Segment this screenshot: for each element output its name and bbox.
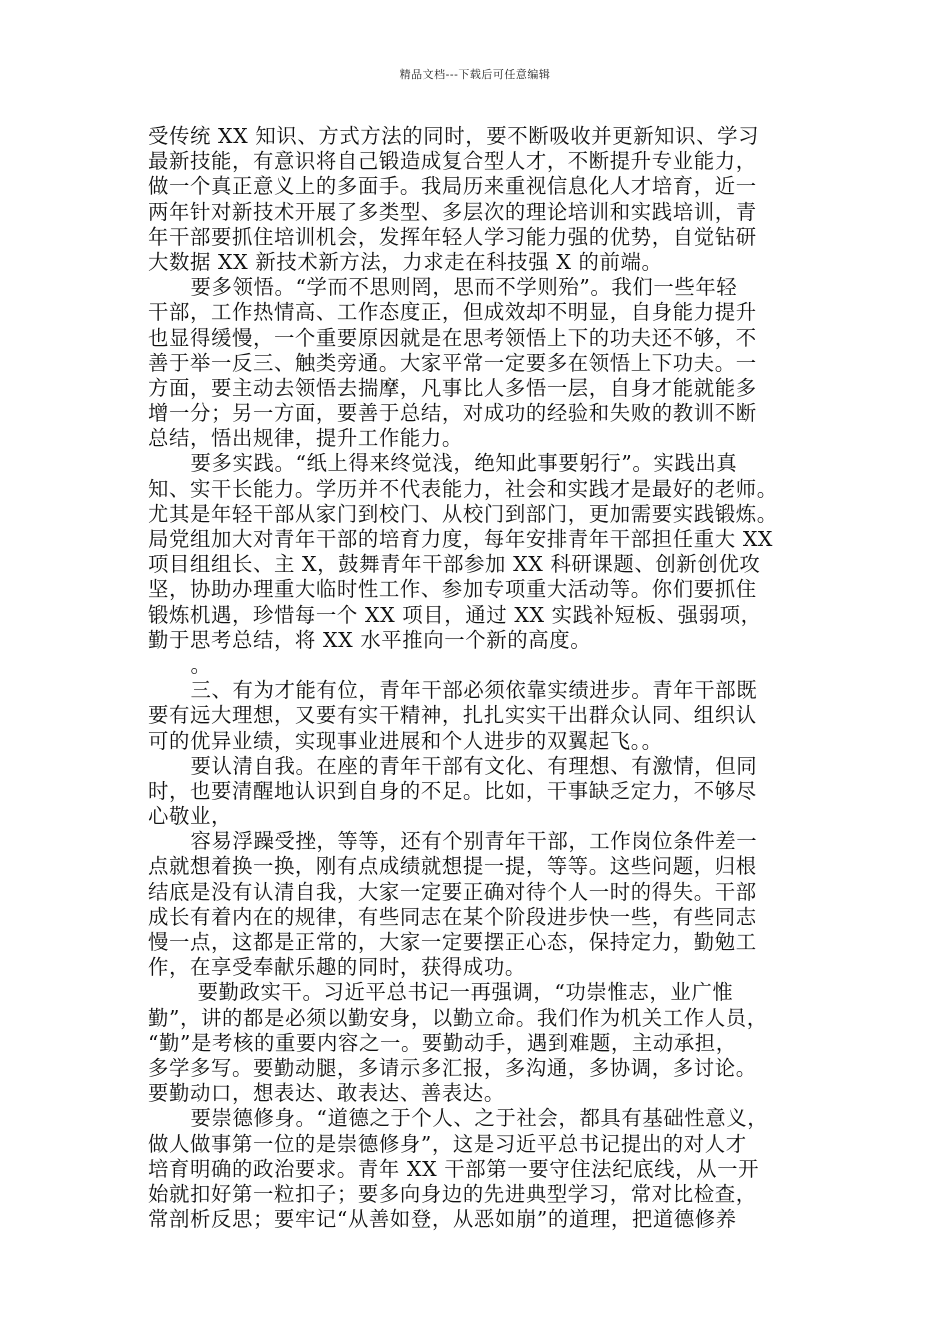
text-line: 多学多写。要勤动腿，多请示多汇报，多沟通，多协调，多讨论。 xyxy=(148,1055,757,1080)
text-line: 局党组加大对青年干部的培育力度，每年安排青年干部担任重大 XX xyxy=(148,527,774,551)
text-line: 大数据 XX 新技术新方法，力求走在科技强 X 的前端。 xyxy=(148,249,663,274)
text-line: 要有远大理想，又要有实干精神，扎扎实实干出群众认同、组织认 xyxy=(148,703,757,728)
paragraph xyxy=(148,275,838,451)
paragraph xyxy=(148,754,838,830)
text-line: 总结，悟出规律，提升工作能力。 xyxy=(148,426,463,451)
paragraph xyxy=(148,678,838,754)
text-line: 要勤政实干。习近平总书记一再强调，“功崇惟志，业广惟 xyxy=(148,980,734,1005)
text-line: 要崇德修身。“道德之于个人、之于社会，都具有基础性意义， xyxy=(148,1106,769,1131)
text-line: 勤”，讲的都是必须以勤安身，以勤立命。我们作为机关工作人员， xyxy=(148,1005,768,1030)
text-line: 始就扣好第一粒扣子；要多向身边的先进典型学习，常对比检查， xyxy=(148,1181,757,1206)
text-line: 培育明确的政治要求。青年 XX 干部第一要守住法纪底线，从一开 xyxy=(148,1156,760,1181)
text-line: 年干部要抓住培训机会，发挥年轻人学习能力强的优势，自觉钻研 xyxy=(148,224,757,249)
text-line: 慢一点，这都是正常的，大家一定要摆正心态，保持定力，勤勉工 xyxy=(148,930,757,954)
text-line: 要多实践。“纸上得来终觉浅，绝知此事要躬行”。实践出真 xyxy=(148,451,738,476)
text-line: 方面，要主动去领悟去揣摩，凡事比人多悟一层，自身才能就能多 xyxy=(148,375,757,400)
text-line: 要多领悟。“学而不思则罔，思而不学则殆”。我们一些年轻 xyxy=(148,275,738,300)
paragraph xyxy=(148,653,838,678)
text-line: 干部，工作热情高、工作态度正，但成效却不明显，自身能力提升 xyxy=(148,300,757,325)
text-line: 常剖析反思；要牢记“从善如登，从恶如崩”的道理，把道德修养 xyxy=(148,1207,737,1232)
text-line: 容易浮躁受挫，等等，还有个别青年干部，工作岗位条件差一 xyxy=(148,829,758,854)
text-line: 心敬业， xyxy=(148,804,232,829)
text-line: 结底是没有认清自我，大家一定要正确对待个人一时的得失。干部 xyxy=(148,879,757,904)
document-body xyxy=(148,124,838,1232)
text-line: 三、有为才能有位，青年干部必须依靠实绩进步。青年干部既 xyxy=(148,678,758,703)
text-line: 善于举一反三、触类旁通。大家平常一定要多在领悟上下功夫。一 xyxy=(148,350,757,375)
text-line: 做一个真正意义上的多面手。我局历来重视信息化人才培育，近一 xyxy=(148,174,757,199)
paragraph xyxy=(148,451,838,653)
text-line: 要认清自我。在座的青年干部有文化、有理想、有激情，但同 xyxy=(148,753,758,778)
text-line: 项目组组长、主 X，鼓舞青年干部参加 XX 科研课题、创新创优攻 xyxy=(148,552,761,577)
page-header: 精品文档---下载后可任意编辑 xyxy=(399,68,551,81)
paragraph xyxy=(148,980,838,1106)
text-line: 知、实干长能力。学历并不代表能力，社会和实践才是最好的老师。 xyxy=(148,476,778,501)
text-line: 做人做事第一位的是崇德修身”，这是习近平总书记提出的对人才 xyxy=(148,1131,747,1156)
text-line: 成长有着内在的规律，有些同志在某个阶段进步快一些，有些同志 xyxy=(148,904,757,929)
text-line: 时，也要清醒地认识到自身的不足。比如，干事缺乏定力，不够尽 xyxy=(148,778,757,803)
text-line: 两年针对新技术开展了多类型、多层次的理论培训和实践培训，青 xyxy=(148,199,757,224)
text-line: 最新技能，有意识将自己锻造成复合型人才，不断提升专业能力， xyxy=(148,149,757,174)
text-line: 锻炼机遇，珍惜每一个 XX 项目，通过 XX 实践补短板、强弱项， xyxy=(148,602,762,627)
paragraph xyxy=(148,124,838,275)
text-line: 坚，协助办理重大临时性工作、参加专项重大活动等。你们要抓住 xyxy=(148,577,757,602)
paragraph xyxy=(148,829,838,980)
text-line: 勤于思考总结，将 XX 水平推向一个新的高度。 xyxy=(148,627,592,652)
text-line: 尤其是年轻干部从家门到校门、从校门到部门，更加需要实践锻炼。 xyxy=(148,501,778,526)
text-line: 受传统 XX 知识、方式方法的同时，要不断吸收并更新知识、学习 xyxy=(148,124,760,148)
text-line: 也显得缓慢，一个重要原因就是在思考领悟上下的功夫还不够，不 xyxy=(148,325,757,350)
text-line: 点就想着换一换，刚有点成绩就想提一提，等等。这些问题，归根 xyxy=(148,854,757,879)
text-line: 要勤动口，想表达、敢表达、善表达。 xyxy=(148,1081,505,1106)
text-line: 可的优异业绩，实现事业进展和个人进步的双翼起飞。。 xyxy=(148,728,663,753)
text-line: 作，在享受奉献乐趣的同时，获得成功。 xyxy=(148,955,526,980)
text-line: 。 xyxy=(148,652,212,677)
text-line: “勤”是考核的重要内容之一。要勤动手，遇到难题，主动承担， xyxy=(148,1030,737,1055)
text-line: 增一分；另一方面，要善于总结，对成功的经验和失败的教训不断 xyxy=(148,401,757,426)
paragraph xyxy=(148,1106,838,1232)
